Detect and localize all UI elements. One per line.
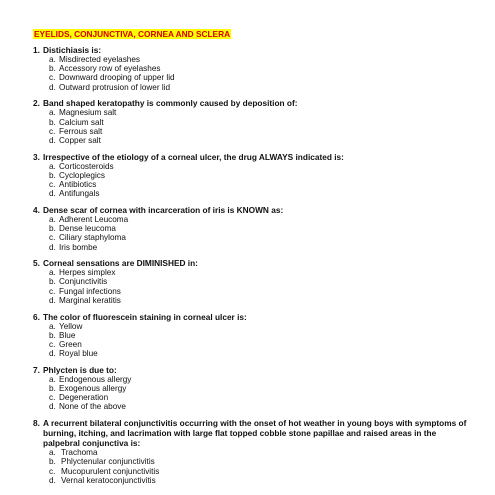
question-text [33, 45, 473, 55]
option-letter: c. [49, 233, 56, 243]
question-stem: Irrespective of the etiology of a corneal ulcer, the drug ALWAYS indicated is: [43, 151, 344, 162]
answer-option [33, 127, 473, 136]
option-letter: d. [49, 189, 56, 199]
option-letter: c. [49, 73, 56, 83]
option-letter: d. [49, 135, 56, 145]
option-list [33, 162, 473, 199]
answer-option [33, 136, 473, 145]
question-number: 1. [33, 45, 40, 55]
question-block [33, 418, 473, 485]
option-text: Adherent Leucoma [59, 214, 129, 224]
option-letter: c. [49, 339, 56, 349]
question-stem: A recurrent bilateral conjunctivitis occurring with the onset of hot weather in young boys with symptoms of burning, itching, and lacrimation with large flat topped cobble stone papillae and raised areas in the palpebral conjunctiva is: [43, 418, 469, 449]
answer-option [33, 402, 473, 411]
question-text [33, 152, 473, 162]
option-letter: a. [49, 108, 56, 118]
question-text [33, 418, 473, 448]
option-letter: b. [49, 117, 56, 127]
answer-option [33, 476, 473, 485]
answer-option [33, 224, 473, 233]
option-letter: c. [49, 180, 56, 190]
option-letter: b. [49, 457, 56, 467]
option-letter: d. [49, 295, 56, 305]
question-stem: Band shaped keratopathy is commonly caused by deposition of: [43, 98, 298, 109]
option-text: Phlyctenular conjunctivitis [61, 457, 155, 467]
option-letter: a. [49, 161, 56, 171]
question-stem: Corneal sensations are DIMINISHED in: [43, 258, 198, 269]
option-text: Fungal infections [59, 286, 121, 296]
option-letter: c. [49, 126, 56, 136]
question-number: 2. [33, 98, 40, 109]
option-text: Green [59, 339, 82, 349]
question-number: 4. [33, 204, 40, 215]
answer-option [33, 375, 473, 384]
option-list [33, 268, 473, 305]
option-letter: b. [49, 277, 56, 287]
option-letter: a. [49, 55, 56, 64]
question-block [33, 258, 473, 305]
option-text: Corticosteroids [59, 161, 114, 171]
option-text: Magnesium salt [59, 108, 117, 118]
option-text: Downward drooping of upper lid [59, 73, 175, 83]
option-letter: b. [49, 224, 56, 234]
option-letter: a. [49, 448, 56, 458]
answer-option [33, 108, 473, 117]
option-text: Endogenous allergy [59, 374, 132, 384]
question-block [33, 152, 473, 199]
answer-option [33, 118, 473, 127]
answer-option [33, 448, 473, 457]
option-text: Iris bombe [59, 242, 98, 252]
question-stem: Dense scar of cornea with incarceration of iris is KNOWN as: [43, 204, 284, 215]
option-text: Yellow [59, 321, 83, 331]
option-list [33, 322, 473, 359]
answer-option [33, 296, 473, 305]
option-letter: d. [49, 242, 56, 252]
option-letter: a. [49, 374, 56, 384]
option-letter: b. [49, 330, 56, 340]
question-list [33, 45, 473, 485]
document-title: EYELIDS, CONJUNCTIVA, CORNEA AND SCLERA [34, 29, 231, 39]
option-text: Antifungals [59, 189, 100, 199]
question-text [33, 258, 473, 268]
answer-option [33, 189, 473, 198]
option-letter: d. [49, 402, 56, 412]
question-text [33, 205, 473, 215]
option-letter: b. [49, 384, 56, 394]
question-block [33, 312, 473, 359]
option-text: Misdirected eyelashes [59, 55, 141, 64]
option-list [33, 448, 473, 485]
answer-option [33, 162, 473, 171]
option-text: Dense leucoma [59, 224, 116, 234]
question-block [33, 365, 473, 412]
answer-option [33, 340, 473, 349]
answer-option [33, 393, 473, 402]
option-letter: d. [49, 82, 56, 92]
option-letter: d. [49, 349, 56, 359]
option-text: Cycloplegics [59, 170, 105, 180]
option-list [33, 55, 473, 92]
option-letter: a. [49, 321, 56, 331]
option-text: Copper salt [59, 135, 101, 145]
answer-option [33, 55, 473, 64]
question-stem: The color of fluorescein staining in corneal ulcer is: [43, 311, 247, 322]
question-block [33, 205, 473, 252]
option-letter: a. [49, 268, 56, 278]
answer-option [33, 331, 473, 340]
question-block [33, 45, 473, 92]
answer-option [33, 322, 473, 331]
option-text: Mucopurulent conjunctivitis [61, 466, 160, 476]
answer-option [33, 349, 473, 358]
answer-option [33, 467, 473, 476]
option-letter: c. [49, 393, 56, 403]
option-text: Exogenous allergy [59, 384, 127, 394]
question-number: 3. [33, 151, 40, 162]
option-text: Trachoma [61, 448, 98, 458]
option-letter: a. [49, 214, 56, 224]
answer-option [33, 180, 473, 189]
answer-option [33, 73, 473, 82]
answer-option [33, 215, 473, 224]
answer-option [33, 384, 473, 393]
question-block [33, 98, 473, 145]
question-text [33, 365, 473, 375]
answer-option [33, 233, 473, 242]
option-text: Marginal keratitis [59, 295, 121, 305]
option-text: Calcium salt [59, 117, 104, 127]
answer-option [33, 457, 473, 466]
option-text: Accessory row of eyelashes [59, 64, 161, 74]
answer-option [33, 277, 473, 286]
option-text: Outward protrusion of lower lid [59, 82, 171, 92]
option-text: Degeneration [59, 393, 109, 403]
option-text: Ferrous salt [59, 126, 103, 136]
option-text: Conjunctivitis [59, 277, 108, 287]
option-list [33, 108, 473, 145]
question-number: 8. [33, 418, 40, 429]
option-letter: c. [49, 466, 56, 476]
option-letter: c. [49, 286, 56, 296]
question-text [33, 98, 473, 108]
option-text: Ciliary staphyloma [59, 233, 126, 243]
option-text: Herpes simplex [59, 268, 116, 278]
answer-option [33, 287, 473, 296]
answer-option [33, 268, 473, 277]
option-letter: b. [49, 170, 56, 180]
question-stem: Phlycten is due to: [43, 364, 117, 375]
option-list [33, 215, 473, 252]
question-number: 7. [33, 364, 40, 375]
option-text: None of the above [59, 402, 126, 412]
option-letter: d. [49, 475, 56, 485]
answer-option [33, 83, 473, 92]
question-text [33, 312, 473, 322]
answer-option [33, 64, 473, 73]
answer-option [33, 243, 473, 252]
option-text: Antibiotics [59, 180, 97, 190]
question-number: 6. [33, 311, 40, 322]
answer-option [33, 171, 473, 180]
option-letter: b. [49, 64, 56, 74]
question-number: 5. [33, 258, 40, 269]
question-stem: Distichiasis is: [43, 45, 102, 55]
option-list [33, 375, 473, 412]
option-text: Vernal keratoconjunctivitis [61, 475, 156, 485]
option-text: Royal blue [59, 349, 98, 359]
document-page [33, 24, 473, 492]
option-text: Blue [59, 330, 76, 340]
